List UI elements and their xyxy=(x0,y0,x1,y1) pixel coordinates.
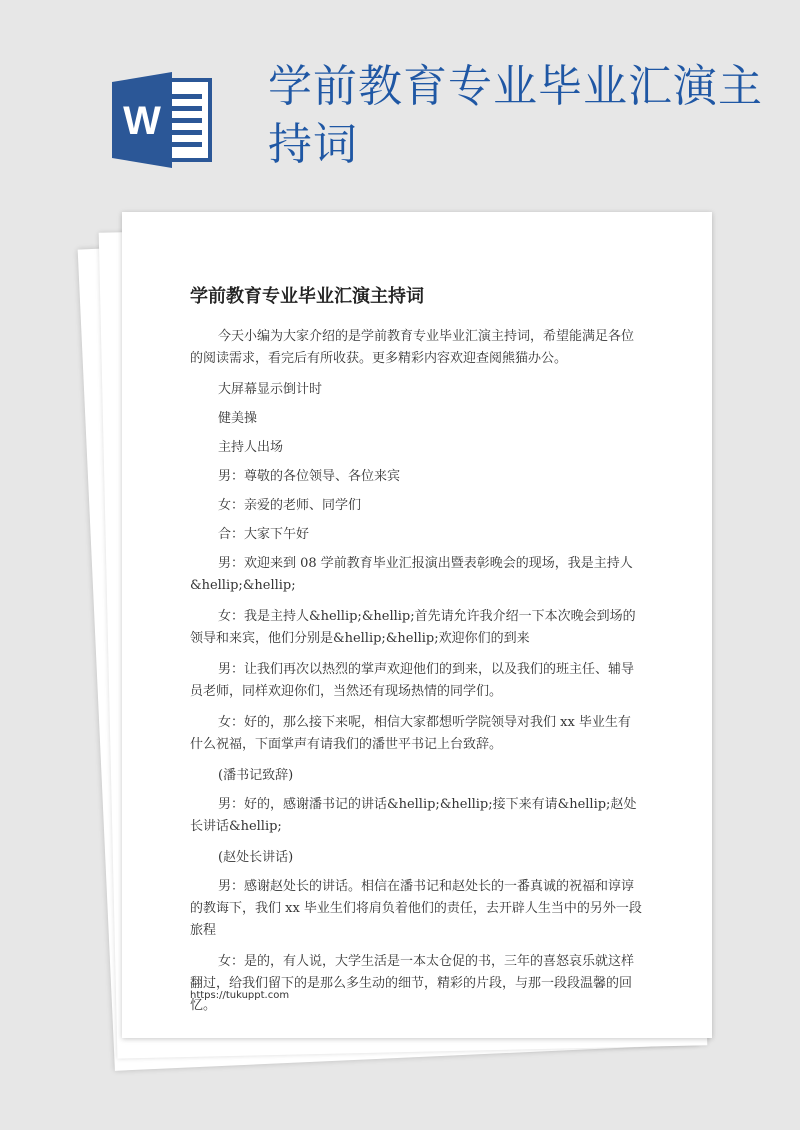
word-document-icon xyxy=(112,72,212,168)
document-body xyxy=(190,326,642,1026)
document-paragraph: 男：欢迎来到 08 学前教育毕业汇报演出暨表彰晚会的现场，我是主持人&hellip;&hellip; xyxy=(190,556,633,593)
document-paragraph: 女：我是主持人&hellip;&hellip;首先请允许我介绍一下本次晚会到场的领导和来宾，他们分别是&hellip;&hellip;欢迎你们的到来 xyxy=(190,609,636,646)
document-paragraph: 男：让我们再次以热烈的掌声欢迎他们的到来，以及我们的班主任、辅导员老师，同样欢迎你们，当然还有现场热情的同学们。 xyxy=(190,662,635,699)
document-paragraph: 男：好的，感谢潘书记的讲话&hellip;&hellip;接下来有请&hellip;赵处长讲话&hellip; xyxy=(190,797,637,834)
document-paragraph: 男：尊敬的各位领导、各位来宾 xyxy=(218,469,401,484)
document-paragraph: (潘书记致辞) xyxy=(218,768,294,783)
document-paragraph: 大屏幕显示倒计时 xyxy=(218,382,323,397)
document-paragraph: 主持人出场 xyxy=(218,440,284,455)
document-paragraph: 女：亲爱的老师、同学们 xyxy=(218,498,362,513)
intro-paragraph: 今天小编为大家介绍的是学前教育专业毕业汇演主持词，希望能满足各位的阅读需求，看完后有所收获。更多精彩内容欢迎查阅熊猫办公。 xyxy=(190,329,635,366)
document-title: 学前教育专业毕业汇演主持词 xyxy=(190,286,424,307)
document-paragraph: 女：是的，有人说，大学生活是一本太仓促的书，三年的喜怒哀乐就这样翻过，给我们留下的是那么多生动的细节，精彩的片段，与那一段段温馨的回忆。 xyxy=(190,954,635,1013)
footer-url: https://tukuppt.com xyxy=(190,990,290,1001)
document-paragraph: 男：感谢赵处长的讲话。相信在潘书记和赵处长的一番真诚的祝福和谆谆的教诲下，我们 xx 毕业生们将肩负着他们的责任，去开辟人生当中的另外一段旅程 xyxy=(190,879,642,938)
document-paragraph: (赵处长讲话) xyxy=(218,850,294,865)
document-paragraph: 女：好的，那么接下来呢，相信大家都想听学院领导对我们 xx 毕业生有什么祝福，下面掌声有请我们的潘世平书记上台致辞。 xyxy=(190,715,631,752)
document-paragraph: 健美操 xyxy=(218,411,258,426)
banner-title: 学前教育专业毕业汇演主持词 xyxy=(268,61,763,170)
document-paragraph: 合：大家下午好 xyxy=(218,527,310,542)
word-icon-letter: W xyxy=(123,99,161,143)
